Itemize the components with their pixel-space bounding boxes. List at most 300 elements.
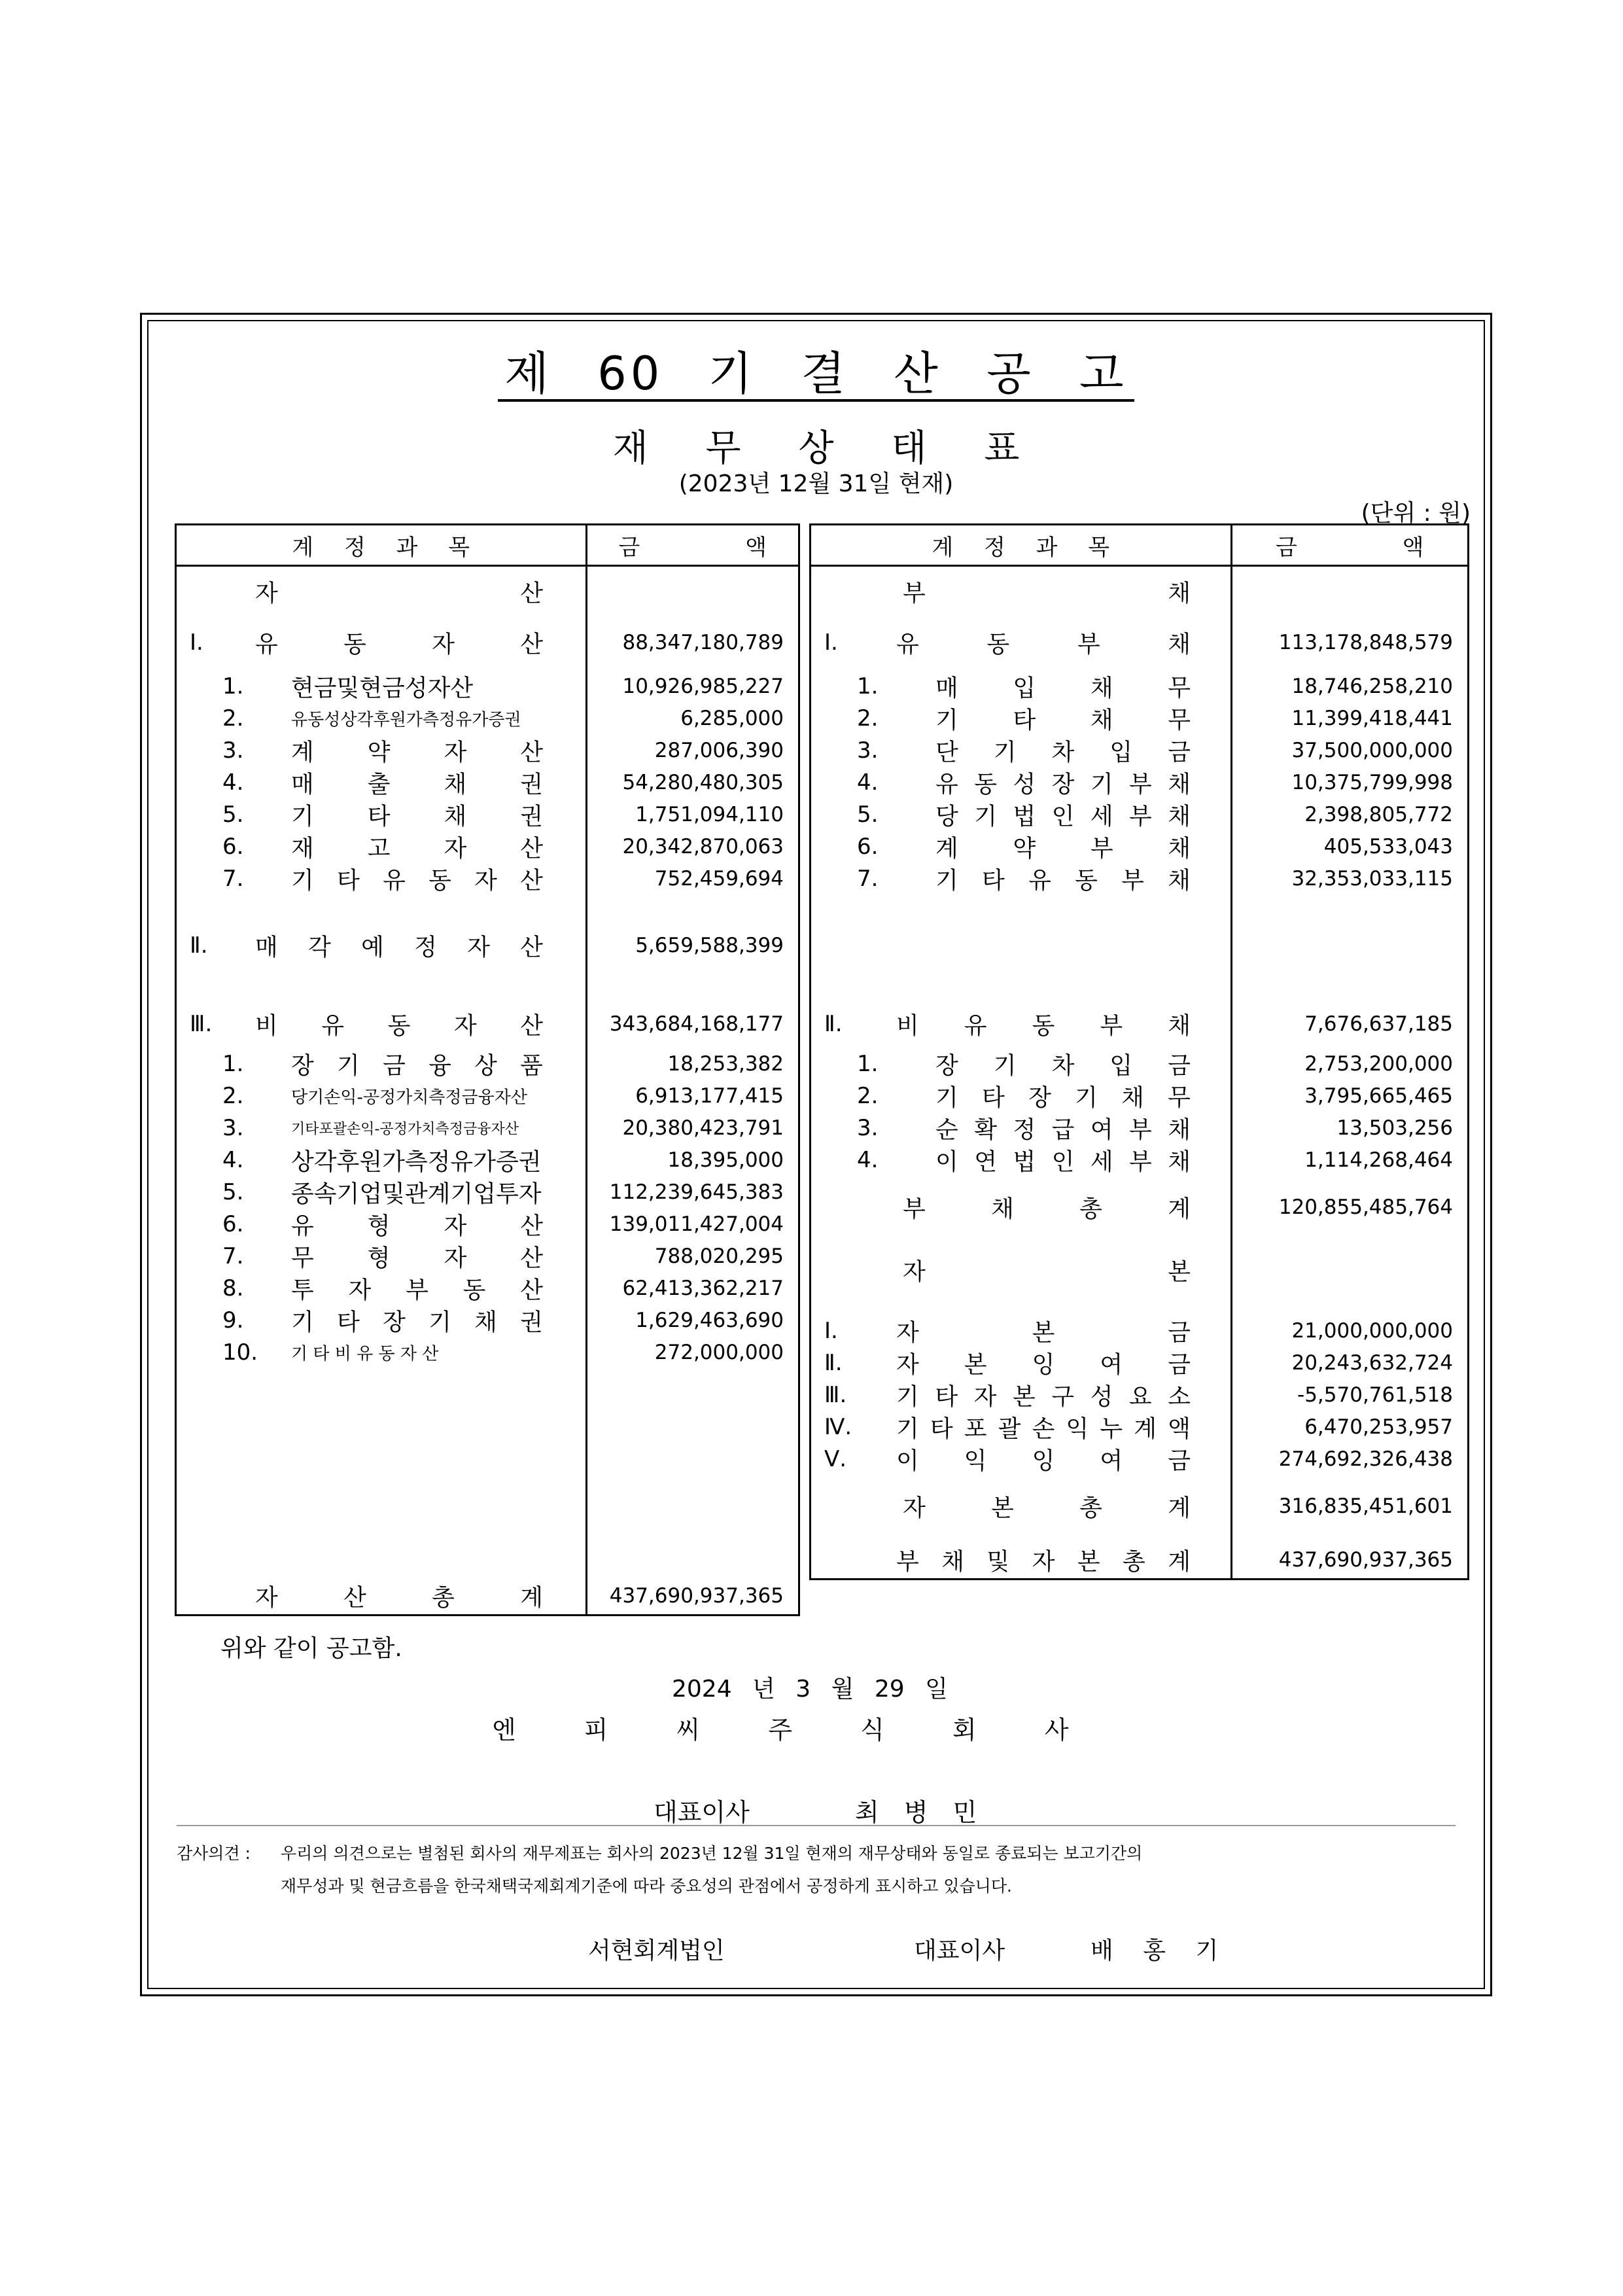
table-row — [811, 1112, 1467, 1144]
label-part: 채 — [1168, 835, 1191, 862]
amount-cell: 6,913,177,415 — [586, 1080, 798, 1112]
company-name: 엔 피 씨 주 식 회 사 — [492, 1716, 1069, 1744]
label-part: 타 — [935, 1383, 958, 1410]
table-row — [811, 1347, 1467, 1379]
account-cell — [177, 1144, 586, 1176]
account-cell — [811, 830, 1231, 862]
label-part: 산 — [520, 1212, 543, 1239]
label-part: 부 — [896, 1548, 919, 1576]
label-part: 장 — [291, 1052, 314, 1079]
label-part: 부 — [1100, 1012, 1123, 1040]
spacer-row — [811, 1475, 1467, 1488]
account-cell — [177, 1240, 586, 1272]
label-part: 약 — [1013, 835, 1036, 862]
account-label — [291, 669, 543, 703]
spacer-row — [811, 1226, 1467, 1252]
row-number: 5. — [222, 801, 244, 828]
table-row — [177, 830, 798, 862]
label-part: 산 — [520, 631, 543, 658]
account-cell — [811, 964, 1231, 1006]
label-part: 산 — [520, 580, 543, 607]
held-for-sale-row — [177, 927, 798, 964]
account-cell — [177, 661, 586, 670]
account-label — [896, 1346, 1191, 1379]
label-part: 매 — [255, 934, 278, 961]
table-row — [811, 1080, 1467, 1112]
auditor-ceo-title: 대표이사 — [914, 1937, 1005, 1964]
account-label — [935, 701, 1191, 735]
label-part: 채 — [1168, 1148, 1191, 1175]
amount-cell: 1,629,463,690 — [586, 1304, 798, 1336]
label-part: 융 — [428, 1052, 451, 1079]
label-part: 투 — [291, 1277, 314, 1303]
label-part: 무 — [1168, 1084, 1191, 1111]
label-part: 재 — [291, 835, 314, 862]
label-part: 여 — [1090, 1116, 1113, 1143]
label-part: 기 — [896, 1415, 919, 1442]
label-part: 괄 — [998, 1415, 1021, 1442]
label-part: 금 — [1168, 1319, 1191, 1346]
label-part: 기 — [935, 707, 958, 733]
account-label — [896, 1314, 1191, 1347]
label-part: 채 — [1168, 771, 1191, 798]
liabilities-total-row — [811, 1189, 1467, 1226]
account-label — [896, 1544, 1191, 1577]
row-number: 1. — [222, 673, 244, 699]
account-cell — [811, 1288, 1231, 1315]
label-part: 액 — [1168, 1415, 1191, 1442]
account-label — [255, 626, 543, 660]
row-number: Ⅲ. — [190, 1011, 213, 1037]
row-number: 2. — [222, 1082, 244, 1109]
label-part: 부 — [903, 1195, 926, 1223]
amount-cell: 10,375,799,998 — [1231, 766, 1467, 798]
label-part: 기 — [935, 1084, 958, 1111]
account-label — [903, 575, 1191, 609]
spacer-row — [811, 1525, 1467, 1542]
label-part: 산 — [520, 739, 543, 766]
label-part: 기 — [974, 803, 997, 830]
table-row — [811, 798, 1467, 830]
label-part: 본 — [1012, 1383, 1036, 1410]
table-row — [177, 1240, 798, 1272]
label-part: 자 — [973, 1383, 997, 1410]
auditor-ceo-name: 배 홍 기 — [1091, 1937, 1219, 1964]
amount-cell: 113,178,848,579 — [1231, 624, 1467, 661]
account-label — [896, 1378, 1191, 1411]
row-number: 7. — [857, 865, 879, 892]
label-part: 부 — [1129, 803, 1152, 830]
label-part: 본 — [1032, 1319, 1055, 1346]
amount-cell — [1231, 894, 1467, 927]
label-part: 부 — [406, 1277, 428, 1303]
amount-cell — [1231, 1042, 1467, 1048]
row-number: 5. — [222, 1178, 244, 1205]
table-row — [177, 1144, 798, 1176]
label-part: 잉 — [1032, 1351, 1055, 1378]
table-row — [811, 1443, 1467, 1475]
amount-cell: 2,398,805,772 — [1231, 798, 1467, 830]
label-part: 기 — [337, 1052, 360, 1079]
label-part: 기 — [428, 1309, 451, 1335]
label-part: 차 — [1051, 739, 1075, 766]
amount-cell: 88,347,180,789 — [586, 624, 798, 661]
account-label — [291, 1303, 543, 1337]
account-label — [255, 575, 543, 609]
as-of-date: (2023년 12월 31일 현재) — [678, 470, 954, 497]
label-part: 자 — [444, 835, 467, 862]
account-cell — [811, 1379, 1231, 1411]
amount-cell: 11,399,418,441 — [1231, 702, 1467, 734]
label-part: 무 — [1168, 675, 1191, 701]
account-label — [935, 1143, 1191, 1176]
row-number: Ⅲ. — [824, 1381, 847, 1408]
noncurrent-assets-row — [177, 1006, 798, 1042]
account-cell — [811, 566, 1231, 574]
audit-opinion-line-1: 우리의 의견으로는 별첨된 회사의 재무제표는 회사의 2023년 12월 31일 현재의 재무상태와 동일로 종료되는 보고기간의 — [281, 1844, 1143, 1863]
label-part: 당 — [935, 803, 958, 830]
label-part: 권 — [520, 771, 543, 798]
row-number: 2. — [857, 705, 879, 732]
label-part: 계 — [291, 739, 314, 766]
amount-cell — [586, 964, 798, 1006]
label-part: 자 — [903, 1258, 926, 1286]
account-cell — [177, 1368, 586, 1578]
label-part: 타 — [1013, 707, 1036, 733]
label-part: 동 — [974, 771, 997, 798]
table-row — [177, 1112, 798, 1144]
amount-cell: 10,926,985,227 — [586, 670, 798, 702]
label-part: 무 — [1168, 707, 1191, 733]
label-part: 타 — [982, 867, 1005, 894]
label-part: 자 — [467, 934, 490, 961]
label-part: 익 — [1066, 1415, 1089, 1442]
amount-cell: 274,692,326,438 — [1231, 1443, 1467, 1475]
audit-label: 감사의견 : — [177, 1844, 251, 1863]
label-part: 비 — [255, 1012, 278, 1040]
account-cell — [811, 1176, 1231, 1189]
amount-cell: 6,470,253,957 — [1231, 1411, 1467, 1443]
label-part: 부 — [1121, 867, 1144, 894]
table-row — [811, 1144, 1467, 1176]
account-label — [935, 1111, 1191, 1144]
label-part: 상각후원가측정유가증권 — [291, 1148, 542, 1175]
account-cell — [177, 624, 586, 661]
amount-cell: 120,855,485,764 — [1231, 1189, 1467, 1226]
spacer-row — [811, 1288, 1467, 1315]
account-cell — [811, 894, 1231, 927]
spacer-row — [177, 964, 798, 1006]
row-number: 4. — [857, 769, 879, 796]
account-cell — [177, 1048, 586, 1080]
row-number: Ⅱ. — [824, 1349, 843, 1376]
label-part: 익 — [964, 1447, 987, 1474]
account-label — [291, 1239, 543, 1273]
amount-cell: 2,753,200,000 — [1231, 1048, 1467, 1080]
amount-cell — [1231, 1252, 1467, 1288]
account-cell — [177, 798, 586, 830]
amount-cell — [1231, 1288, 1467, 1315]
table-row — [177, 1304, 798, 1336]
row-number: 6. — [222, 833, 244, 860]
table-row — [811, 1315, 1467, 1347]
account-cell — [811, 1080, 1231, 1112]
label-part: 매 — [291, 771, 314, 798]
label-part: 채 — [474, 1309, 497, 1335]
amount-cell — [586, 1042, 798, 1048]
label-part: 자 — [444, 1212, 467, 1239]
spacer-row — [177, 566, 798, 574]
row-number: 2. — [222, 705, 244, 732]
label-part: 유 — [291, 1212, 314, 1239]
row-number: Ⅰ. — [824, 1317, 838, 1344]
label-part: 포 — [964, 1415, 987, 1442]
account-cell — [177, 927, 586, 964]
notice-statement: 위와 같이 공고함. — [220, 1635, 402, 1662]
amount-cell: 18,253,382 — [586, 1048, 798, 1080]
ceo-title: 대표이사 — [654, 1798, 750, 1827]
account-cell — [811, 610, 1231, 624]
label-part: 산 — [520, 835, 543, 862]
account-cell — [811, 1488, 1231, 1525]
label-part: 타 — [930, 1415, 953, 1442]
label-part: 계 — [1168, 1548, 1191, 1576]
account-label — [896, 1008, 1191, 1041]
label-part: 기 — [1090, 771, 1113, 798]
account-cell — [177, 766, 586, 798]
amount-cell — [1231, 1475, 1467, 1488]
table-row — [177, 862, 798, 894]
row-number: Ⅳ. — [824, 1413, 852, 1440]
label-part: 동 — [1032, 1012, 1055, 1040]
row-number: 6. — [222, 1210, 244, 1237]
label-part: 장 — [935, 1052, 958, 1079]
label-part: 세 — [1090, 803, 1113, 830]
label-part: 동 — [462, 1277, 486, 1303]
label-part: 장 — [1028, 1084, 1051, 1111]
label-part: 권 — [520, 803, 543, 830]
label-part: 연 — [974, 1148, 997, 1175]
account-cell — [811, 1048, 1231, 1080]
account-cell — [177, 1176, 586, 1208]
label-part: 부 — [1129, 1116, 1152, 1143]
account-cell — [811, 670, 1231, 702]
account-cell — [177, 964, 586, 1006]
spacer-row — [811, 964, 1467, 1006]
row-number: Ⅱ. — [190, 932, 208, 959]
account-label — [291, 798, 543, 831]
account-label — [935, 1079, 1191, 1112]
label-part: 계 — [520, 1584, 543, 1612]
account-label — [291, 1143, 543, 1176]
label-part: 자 — [453, 1012, 477, 1040]
liab-equity-total-row — [811, 1542, 1467, 1578]
table-row — [177, 670, 798, 702]
label-part: 동 — [428, 867, 451, 894]
liabilities-equity-table — [811, 525, 1467, 1578]
amount-cell: 62,413,362,217 — [586, 1272, 798, 1304]
account-label — [255, 929, 543, 963]
amount-cell: 272,000,000 — [586, 1336, 798, 1368]
row-number: 5. — [857, 801, 879, 828]
account-cell — [177, 1272, 586, 1304]
label-part: 동 — [1075, 867, 1098, 894]
label-part: 자 — [444, 1245, 467, 1271]
row-number: 4. — [857, 1146, 879, 1173]
label-part: 구 — [1051, 1383, 1075, 1410]
account-cell — [811, 702, 1231, 734]
label-part: 유 — [964, 1012, 987, 1040]
account-cell — [811, 798, 1231, 830]
label-part: 출 — [367, 771, 391, 798]
label-part: 순 — [935, 1116, 958, 1143]
amount-cell: 1,751,094,110 — [586, 798, 798, 830]
account-label — [896, 1442, 1191, 1475]
label-part: 약 — [367, 739, 391, 766]
label-part: 장 — [1051, 771, 1075, 798]
row-number: 2. — [857, 1082, 879, 1109]
amount-cell — [1231, 1176, 1467, 1189]
label-part: 성 — [1013, 771, 1036, 798]
label-part: 형 — [367, 1245, 391, 1271]
label-part: 상 — [474, 1052, 497, 1079]
label-part: 누 — [1100, 1415, 1123, 1442]
label-part: 차 — [1051, 1052, 1075, 1079]
account-cell — [177, 1080, 586, 1112]
label-part: 동 — [387, 1012, 411, 1040]
label-part: 유 — [255, 631, 278, 658]
label-part: 유 — [896, 631, 919, 658]
amount-cell — [1231, 610, 1467, 624]
account-cell — [811, 734, 1231, 766]
label-part: 여 — [1100, 1447, 1123, 1474]
amount-cell: 20,342,870,063 — [586, 830, 798, 862]
amount-cell: 405,533,043 — [1231, 830, 1467, 862]
label-part: 채 — [1168, 1116, 1191, 1143]
table-row — [811, 670, 1467, 702]
notice-date: 2024 년 3 월 29 일 — [672, 1676, 948, 1703]
amount-cell: 20,380,423,791 — [586, 1112, 798, 1144]
account-cell — [177, 1304, 586, 1336]
row-number: 3. — [857, 737, 879, 764]
notice-frame-inner — [147, 320, 1485, 1989]
noncurrent-liabilities-row — [811, 1006, 1467, 1042]
account-cell — [177, 610, 586, 624]
label-part: 계 — [1134, 1415, 1157, 1442]
row-number: Ⅰ. — [190, 629, 203, 656]
account-label — [291, 766, 543, 799]
label-part: 유 — [383, 867, 406, 894]
label-part: 자 — [255, 1584, 278, 1612]
account-cell — [811, 1411, 1231, 1443]
account-label — [935, 798, 1191, 831]
account-cell — [177, 830, 586, 862]
label-part: 채 — [1168, 631, 1191, 658]
row-number: 3. — [857, 1114, 879, 1141]
label-part: 손 — [1032, 1415, 1055, 1442]
label-part: 자 — [432, 631, 455, 658]
account-cell — [177, 894, 586, 927]
label-part: 성 — [1090, 1383, 1113, 1410]
table-row — [811, 766, 1467, 798]
amount-cell: 13,503,256 — [1231, 1112, 1467, 1144]
account-cell — [811, 1252, 1231, 1288]
label-part: 타 — [337, 1309, 360, 1335]
account-cell — [811, 573, 1231, 610]
amount-cell: 20,243,632,724 — [1231, 1347, 1467, 1379]
account-label — [935, 862, 1191, 895]
label-part: 부 — [1077, 631, 1100, 658]
label-part: 산 — [520, 1277, 543, 1303]
label-part: 계 — [1168, 1195, 1191, 1223]
label-part: 권 — [520, 1309, 543, 1335]
account-cell — [811, 1315, 1231, 1347]
label-part: 채 — [444, 771, 467, 798]
account-cell — [811, 1112, 1231, 1144]
account-label — [903, 1490, 1191, 1523]
label-part: 입 — [1109, 739, 1133, 766]
row-number: 7. — [222, 1243, 244, 1269]
label-part: 형 — [367, 1212, 391, 1239]
header-amount: 금 액 — [1231, 525, 1467, 566]
statement-title: 재 무 상 태 표 — [612, 427, 1020, 470]
account-cell — [811, 1443, 1231, 1475]
spacer-row — [177, 610, 798, 624]
label-part: 채 — [1090, 707, 1113, 733]
account-cell — [177, 862, 586, 894]
amount-cell — [1231, 1525, 1467, 1542]
account-cell — [811, 661, 1231, 670]
amount-cell: 7,676,637,185 — [1231, 1006, 1467, 1042]
label-part: 기 — [291, 867, 314, 894]
row-number: Ⅰ. — [824, 629, 838, 656]
row-number: 1. — [857, 1050, 879, 1077]
row-number: 6. — [857, 833, 879, 860]
account-label — [935, 766, 1191, 799]
label-part: 이 — [935, 1148, 958, 1175]
account-label: 기 타 비 유 동 자 산 — [291, 1344, 439, 1364]
label-part: 정 — [414, 934, 437, 961]
account-label: 당기손익-공정가치측정금융자산 — [291, 1087, 528, 1107]
account-label — [903, 1254, 1191, 1287]
header-account: 계 정 과 목 — [811, 525, 1231, 566]
account-label — [291, 733, 543, 767]
label-part: 부 — [1129, 771, 1152, 798]
amount-cell — [1231, 661, 1467, 670]
label-part: 산 — [520, 1012, 543, 1040]
label-part: 채 — [1168, 1012, 1191, 1040]
table-row — [811, 830, 1467, 862]
label-part: 기 — [993, 1052, 1017, 1079]
amount-cell — [1231, 964, 1467, 1006]
account-cell — [177, 1006, 586, 1042]
label-part: 단 — [935, 739, 958, 766]
spacer-row — [177, 661, 798, 670]
account-cell — [177, 670, 586, 702]
equity-total-row — [811, 1488, 1467, 1525]
amount-cell: 5,659,588,399 — [586, 927, 798, 964]
current-liabilities-row — [811, 624, 1467, 661]
account-label: 유동성상각후원가측정유가증권 — [291, 710, 521, 730]
row-number: 10. — [222, 1339, 258, 1366]
label-part: 자 — [348, 1277, 372, 1303]
table-row — [811, 1048, 1467, 1080]
account-label — [291, 862, 543, 895]
table-row — [811, 734, 1467, 766]
label-part: 유 — [935, 771, 958, 798]
label-part: 정 — [1013, 1116, 1036, 1143]
label-part: 계 — [935, 835, 958, 862]
